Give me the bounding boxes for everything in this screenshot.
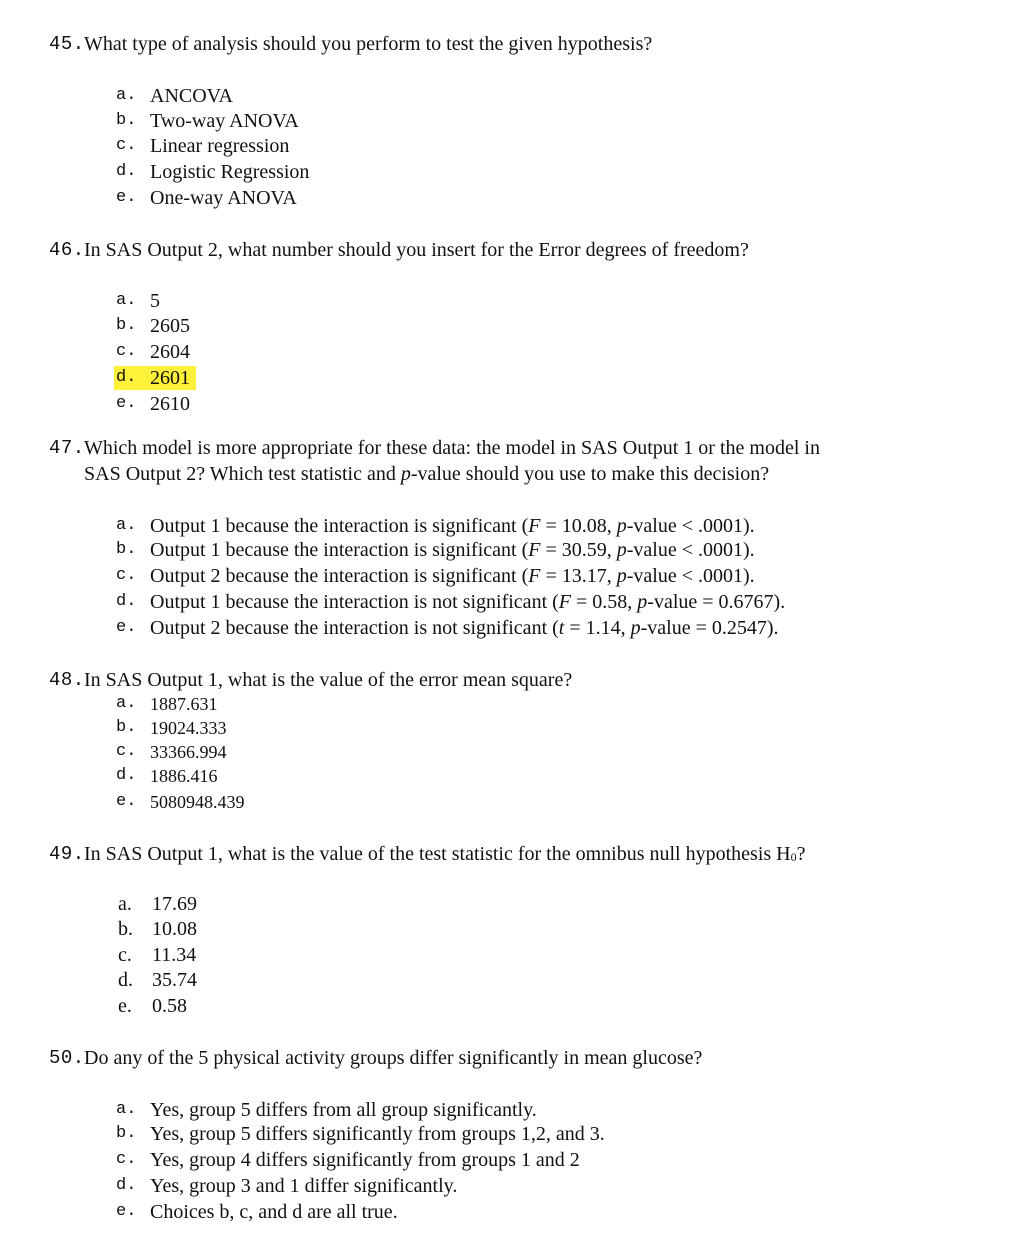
option-letter: b. (116, 1124, 137, 1143)
question-number: 50. (49, 1047, 85, 1069)
option-text: Choices b, c, and d are all true. (150, 1201, 398, 1223)
option-text: Yes, group 5 differs significantly from groups 1,2, and 3. (150, 1123, 605, 1145)
option-text: 0.58 (152, 995, 187, 1017)
option-letter: c. (116, 342, 137, 361)
option-text: 1886.416 (150, 766, 218, 786)
question-text: What type of analysis should you perform to test the given hypothesis? (84, 33, 653, 55)
option-letter: a. (116, 86, 137, 105)
option-letter: e. (116, 394, 137, 413)
question-number: 45. (49, 33, 85, 55)
option-text: Output 2 because the interaction is significant (F = 13.17, p-value < .0001). (150, 565, 755, 587)
option-text: 11.34 (152, 944, 197, 966)
option-letter: c. (116, 742, 137, 761)
option-text: Yes, group 4 differs significantly from groups 1 and 2 (150, 1149, 580, 1171)
option-letter: d. (116, 162, 137, 181)
option-text: 10.08 (152, 918, 197, 940)
question-text: In SAS Output 1, what is the value of the test statistic for the omnibus null hypothesis $H_0$? (84, 843, 806, 865)
option-text: One-way ANOVA (150, 187, 297, 209)
option-text: 5 (150, 290, 160, 312)
option-text: Yes, group 5 differs from all group significantly. (150, 1099, 537, 1121)
option-text: 19024.333 (150, 718, 227, 738)
option-letter: b. (116, 111, 137, 130)
option-letter: a. (116, 516, 137, 535)
option-text: 2604 (150, 341, 190, 363)
option-letter: e. (116, 618, 137, 637)
option-letter: e. (116, 792, 137, 811)
option-text: 33366.994 (150, 742, 227, 762)
option-letter: b. (118, 918, 133, 940)
option-text: Two-way ANOVA (150, 110, 299, 132)
option-text: 35.74 (152, 969, 197, 991)
option-letter: e. (116, 1202, 137, 1221)
question-text-line-2: SAS Output 2? Which test statistic and p-value should you use to make this decision? (84, 463, 770, 485)
option-letter: e. (118, 995, 132, 1017)
option-letter: b. (116, 540, 137, 559)
option-text-highlighted: 2601 (150, 367, 190, 389)
option-letter: d. (116, 592, 137, 611)
option-letter: a. (116, 291, 137, 310)
option-text: 1887.631 (150, 694, 218, 714)
option-letter: e. (116, 188, 137, 207)
question-number: 47. (49, 437, 85, 459)
option-letter: d. (116, 368, 137, 387)
option-letter: c. (116, 1150, 137, 1169)
option-letter: d. (116, 766, 137, 785)
option-text: ANCOVA (150, 85, 233, 107)
option-letter: c. (116, 136, 137, 155)
question-number: 46. (49, 239, 85, 261)
option-text: Output 1 because the interaction is significant (F = 10.08, p-value < .0001). (150, 515, 755, 537)
option-text: 2605 (150, 315, 190, 337)
option-text: 17.69 (152, 893, 197, 915)
option-letter: c. (118, 944, 132, 966)
option-letter: a. (116, 1100, 137, 1119)
question-text: Do any of the 5 physical activity groups differ significantly in mean glucose? (84, 1047, 703, 1069)
question-number: 48. (49, 669, 85, 691)
question-text: In SAS Output 1, what is the value of the error mean square? (84, 669, 573, 691)
option-text: Output 1 because the interaction is not significant (F = 0.58, p-value = 0.6767). (150, 591, 786, 613)
option-text: Output 2 because the interaction is not significant (t = 1.14, p-value = 0.2547). (150, 617, 779, 639)
option-text: Yes, group 3 and 1 differ significantly. (150, 1175, 458, 1197)
option-letter: b. (116, 718, 137, 737)
option-letter: a. (116, 694, 137, 713)
option-text: Logistic Regression (150, 161, 310, 183)
question-number: 49. (49, 843, 85, 865)
question-text-line-1: Which model is more appropriate for these data: the model in SAS Output 1 or the model in (84, 437, 820, 459)
option-letter: a. (118, 893, 132, 915)
option-text: Linear regression (150, 135, 290, 157)
option-text: 2610 (150, 393, 190, 415)
option-text: Output 1 because the interaction is significant (F = 30.59, p-value < .0001). (150, 539, 755, 561)
option-letter: c. (116, 566, 137, 585)
option-letter: b. (116, 316, 137, 335)
question-text: In SAS Output 2, what number should you insert for the Error degrees of freedom? (84, 239, 749, 261)
option-text: 5080948.439 (150, 792, 245, 812)
option-letter: d. (116, 1176, 137, 1195)
option-letter: d. (118, 969, 133, 991)
